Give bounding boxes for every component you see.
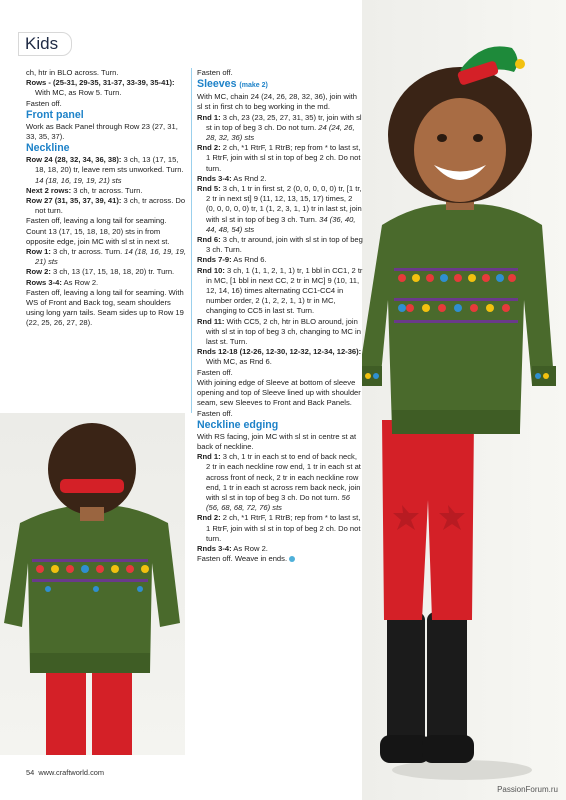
- section-tab: [18, 32, 72, 56]
- fasten-off-text: Fasten off.: [197, 68, 233, 77]
- fasten-off-text: Fasten off, leaving a long tail for seaming. With WS of Front and Back tog, seam shoulders using long yarn tails. Seam sides up to Row 19 (22, 25, 26, 27, 28).: [26, 287, 184, 328]
- heading-neckline: Neckline: [26, 142, 70, 155]
- instruction-row-1: [26, 247, 186, 267]
- instruction-edging-rnd-1: [197, 452, 363, 513]
- instruction-rnd-11: [197, 317, 363, 348]
- row-text: 3 ch, tr across. Do not turn.: [35, 196, 186, 216]
- child-back-illustration: [0, 413, 185, 755]
- row-label: Rnd 1:: [197, 112, 221, 122]
- child-front-illustration: [362, 0, 566, 800]
- row-label: Row 27 (31, 35, 37, 39, 41):: [26, 196, 122, 206]
- heading-front-panel: Front panel: [26, 108, 84, 121]
- child-front-photo: [362, 0, 566, 800]
- pattern-column-right: [197, 68, 363, 564]
- row-text: As Rnd 2.: [231, 173, 267, 183]
- heading-text: Sleeves: [197, 78, 237, 91]
- instruction-edging-rnd-2: [197, 513, 363, 544]
- row-label: Rnd 1:: [197, 452, 221, 462]
- row-label: Next 2 rows:: [26, 185, 72, 195]
- instruction-rnds-3-4: [197, 174, 363, 184]
- heading-note: (make 2): [239, 82, 268, 90]
- row-text: As Row 2.: [231, 543, 268, 553]
- instruction-row-2: [26, 267, 186, 277]
- instruction-rnds-12-18: [197, 347, 363, 367]
- instruction-rnds-7-9: [197, 255, 363, 265]
- row-label: Row 24 (28, 32, 34, 36, 38):: [26, 155, 122, 165]
- edging-intro: With RS facing, join MC with sl st in centre st at back of neckline.: [197, 431, 357, 451]
- instruction-rnd-10: [197, 266, 363, 317]
- row-label: Rnd 10:: [197, 265, 225, 275]
- column-divider: [191, 68, 192, 413]
- end-text-label: Fasten off. Weave in ends.: [197, 554, 288, 564]
- fasten-off-text: Fasten off.: [197, 367, 233, 377]
- row-text: 3 ch, tr around, join with sl st in top of beg 3 ch. Turn.: [206, 235, 363, 255]
- end-text: [197, 554, 363, 564]
- instruction-line: Fasten off.: [26, 98, 62, 108]
- row-label: Row 2:: [26, 267, 51, 277]
- instruction-row-27: [26, 196, 186, 216]
- watermark: PassionForum.ru: [497, 785, 558, 794]
- row-label: Row 1:: [26, 247, 51, 257]
- instruction-rnd-5: [197, 184, 363, 235]
- instruction-rows-25-41: [26, 78, 186, 98]
- child-back-photo: [0, 413, 185, 755]
- row-text: 3 ch, 1 tr in first st, 2 (0, 0, 0, 0, 0) tr, [1 tr, 2 tr in next st] 9 (11, 12, 13, 15, 17) times, 2 (0, 0, 0, 0, 0) tr, 1 (1, 2, 3, 1, 1) tr in last st, join with sl st in top of beg 3 ch. Turn.: [206, 184, 362, 224]
- sleeve-join-text: With joining edge of Sleeve at bottom of sleeve opening and top of Sleeve lined up with shoulder seam, sew Sleeves to Front and Back Panels. Fasten off.: [197, 377, 361, 418]
- website-link[interactable]: www.craftworld.com: [38, 768, 105, 777]
- end-mark-icon: [289, 556, 295, 562]
- row-text: 2 ch, *1 RtrF, 1 RtrB; rep from * to last st, 1 RtrF, join with sl st in top of beg 2 ch. Do not turn.: [206, 143, 361, 173]
- stitch-count: 24 (24, 26, 28, 32, 36) sts: [206, 122, 355, 143]
- row-label: Rows 3-4:: [26, 277, 62, 287]
- instruction-edging-rnds-3-4: [197, 544, 363, 554]
- stitch-count: 14 (18, 16, 19, 19, 21) sts: [35, 175, 122, 185]
- row-text: With MC, as Row 5. Turn.: [35, 88, 122, 98]
- row-text: 3 ch, tr across. Turn.: [71, 185, 143, 195]
- row-text: As Rnd 6.: [231, 255, 267, 265]
- row-text: 2 ch, *1 RtrF, 1 RtrB; rep from * to last st, 1 RtrF, join with sl st in top of beg 2 ch. Do not turn.: [206, 513, 361, 543]
- row-label: Rnd 2:: [197, 143, 221, 153]
- front-panel-text: Work as Back Panel through Row 23 (27, 31, 33, 35, 37).: [26, 121, 178, 142]
- row-text: As Row 2.: [61, 277, 99, 287]
- row-label: Rows - (25-31, 29-35, 31-37, 33-39, 35-41):: [26, 78, 175, 88]
- page-footer: [26, 768, 104, 777]
- instruction-next-2-rows: [26, 186, 186, 196]
- row-text: 3 ch, 1 tr in each st to end of back neck, 2 tr in each neckline row end, 1 tr in each st at across front of neck, 2 tr in each neckline row end, 1 tr in each st across rem back neck, join with sl st in top of beg 3 ch. Do not turn.: [206, 452, 361, 502]
- instruction-rows-3-4: [26, 278, 186, 288]
- stitch-count: 34 (36, 40, 44, 48, 54) sts: [206, 214, 356, 234]
- heading-neckline-edging: Neckline edging: [197, 418, 279, 431]
- row-label: Rnds 12-18 (12-26, 12-30, 12-32, 12-34, 12-36):: [197, 347, 362, 357]
- instruction-rnd-2: [197, 143, 363, 174]
- row-text: 3 ch, 13 (17, 15, 18, 18, 20) tr, leave rem sts unworked. Turn.: [35, 155, 184, 175]
- row-label: Rnds 7-9:: [197, 255, 232, 265]
- sleeves-intro: With MC, chain 24 (24, 26, 28, 32, 36), join with sl st in first ch to beg working in the md.: [197, 92, 357, 112]
- row-text: 3 ch, tr across. Turn.: [50, 247, 125, 257]
- section-tab-label: Kids: [25, 34, 59, 53]
- row-label: Rnd 2:: [197, 513, 221, 523]
- row-label: Rnds 3-4:: [197, 173, 232, 183]
- instruction-rnd-6: [197, 235, 363, 255]
- stitch-count: 56 (56, 68, 68, 72, 76) sts: [206, 492, 350, 513]
- row-label: Rnd 11:: [197, 316, 225, 326]
- instruction-line: ch, htr in BLO across. Turn.: [26, 68, 119, 77]
- heading-sleeves: [197, 78, 363, 92]
- row-label: Rnd 6:: [197, 235, 221, 245]
- fasten-off-text: Fasten off, leaving a long tail for seaming. Count 13 (17, 15, 18, 18, 20) sts in from opposite edge, join MC with sl st in next st.: [26, 216, 170, 246]
- row-text: With CC5, 2 ch, htr in BLO around, join with sl st in top of beg 3 ch, changing to MC in last st. Turn.: [206, 316, 361, 347]
- pattern-column-left: [26, 68, 186, 329]
- instruction-rnd-1: [197, 113, 363, 144]
- stitch-count: 14 (18, 16, 19, 19, 21) sts: [35, 247, 186, 267]
- row-label: Rnds 3-4:: [197, 543, 232, 553]
- row-text: With MC, as Rnd 6.: [206, 357, 272, 367]
- row-label: Rnd 5:: [197, 184, 221, 194]
- instruction-row-24: [26, 155, 186, 186]
- row-text: 3 ch, 23 (23, 25, 27, 31, 35) tr, join with sl st in top of beg 3 ch. Do not turn.: [206, 112, 362, 132]
- row-text: 3 ch, 1 (1, 1, 2, 1, 1) tr, 1 bbl in CC1, 2 tr in MC, [1 bbl in next CC, 2 tr in MC] 9 (10, 11, 12, 14, 16) times alternating CC1-CC4 in number order, 2 (1, 2, 2, 1, 1) tr in MC, changing to CC5 in last st. Turn.: [206, 265, 363, 316]
- row-text: 3 ch, 13 (17, 15, 18, 18, 20) tr. Turn.: [50, 267, 175, 277]
- page-number: 54: [26, 768, 35, 777]
